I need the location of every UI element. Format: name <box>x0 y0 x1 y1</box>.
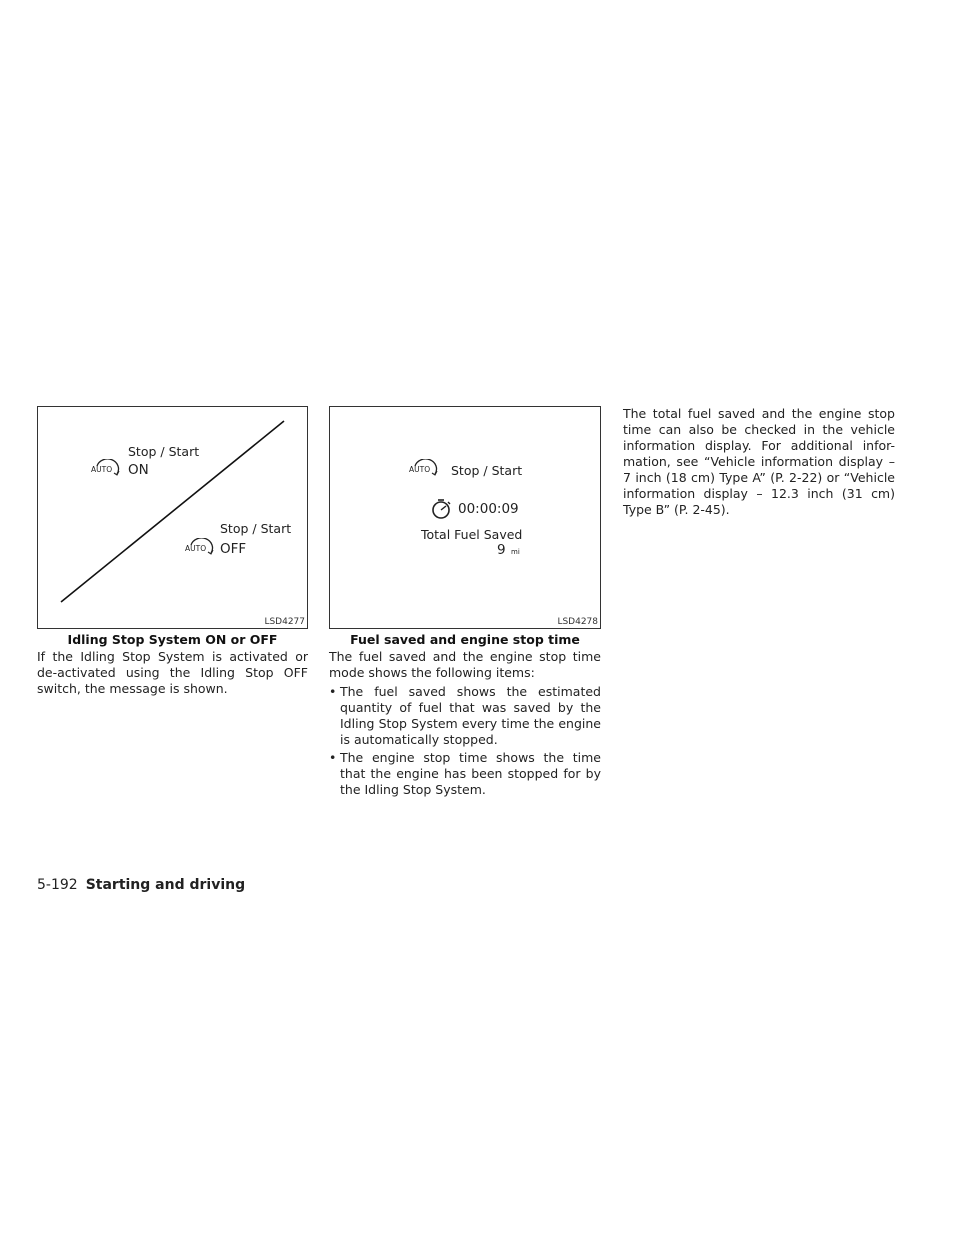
page-number: 5-192 <box>37 877 78 893</box>
auto-stop-start-icon <box>184 538 218 560</box>
message-on-title: Stop / Start <box>128 444 200 459</box>
column1-paragraph: If the Idling Stop System is activated or de-activated using the Idling Stop OFF switch, the message is shown. <box>37 649 308 696</box>
section-title: Starting and driving <box>85 877 246 893</box>
auto-stop-start-icon <box>90 459 124 481</box>
fuel-saved-label: Total Fuel Saved <box>421 527 523 542</box>
auto-stop-start-icon <box>408 459 442 481</box>
bullet-marker: • <box>329 684 337 699</box>
figure-fuel-saved-stop-time <box>329 406 601 629</box>
engine-stop-time: 00:00:09 <box>458 501 519 517</box>
figure-idling-stop-on-off <box>37 406 308 629</box>
column2-intro: The fuel saved and the engine stop time mode shows the following items: <box>329 649 601 680</box>
fuel-saved-unit: mi <box>511 548 520 556</box>
message-off-title: Stop / Start <box>220 521 292 536</box>
figure-code: LSD4277 <box>264 617 305 627</box>
list-item: • The fuel saved shows the estimated quantity of fuel that was saved by the Idling Stop System every time the engine is automatically stopped. <box>329 684 601 747</box>
page-footer <box>37 877 245 893</box>
column3-paragraph: The total fuel saved and the engine stop time can also be checked in the vehicle information display. For additional infor-mation, see “Vehicle information display – 7 inch (18 cm) Type A” (P. 2-22) or “Vehicle information display – 12.3 inch (31 cm) Type B” (P. 2-45). <box>623 406 895 517</box>
message-off-state: OFF <box>220 541 247 557</box>
bullet-marker: • <box>329 750 337 765</box>
divider-diagonal-line <box>38 407 309 630</box>
message-on-state: ON <box>128 462 149 478</box>
list-item: • The engine stop time shows the time that the engine has been stopped for by the Idling Stop System. <box>329 750 601 797</box>
figure-code: LSD4278 <box>557 617 598 627</box>
fuel-saved-value: 9 <box>497 542 506 558</box>
bullet-list <box>329 684 601 800</box>
stopwatch-icon <box>430 497 454 521</box>
svg-text:AUTO: AUTO <box>409 465 431 474</box>
svg-text:AUTO: AUTO <box>91 465 113 474</box>
figure-caption: Idling Stop System ON or OFF <box>67 632 278 647</box>
svg-text:AUTO: AUTO <box>185 544 207 553</box>
display-title: Stop / Start <box>451 463 523 478</box>
figure-caption: Fuel saved and engine stop time <box>350 632 580 647</box>
